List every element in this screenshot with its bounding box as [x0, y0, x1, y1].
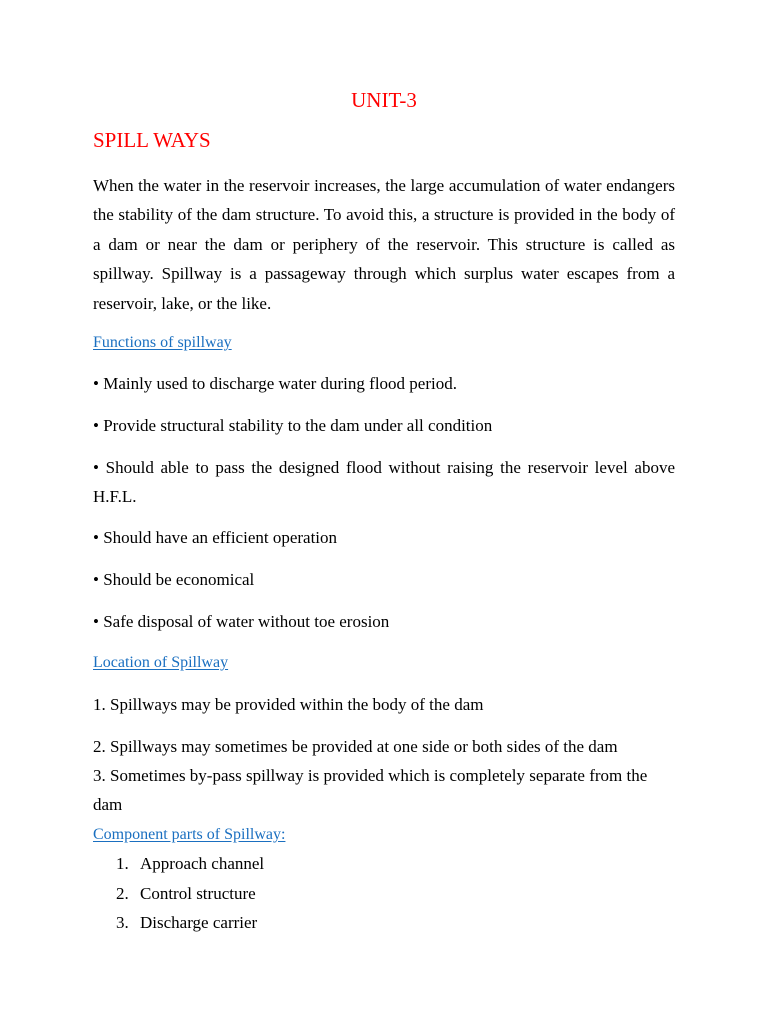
component-label: Approach channel [140, 854, 265, 873]
component-label: Discharge carrier [140, 913, 258, 932]
intro-paragraph: When the water in the reservoir increases, the large accumulation of water endangers the stability of the dam structure. To avoid this, a structure is provided in the body of a dam or near the dam or periphery of the reservoir. This structure is called as spillway. Spillway is a passageway through which surplus water escapes from a reservoir, lake, or the like. [93, 176, 675, 313]
function-item: • Should be economical [93, 570, 255, 589]
function-item: • Should able to pass the designed flood without raising the reservoir level above H.F.L. [93, 458, 675, 507]
functions-heading: Functions of spillway [93, 334, 232, 351]
location-item: 2. Spillways may sometimes be provided at one side or both sides of the dam [93, 737, 618, 756]
component-number: 2. [116, 884, 129, 903]
section-title: SPILL WAYS [93, 128, 211, 152]
component-item [116, 883, 256, 905]
function-item: • Mainly used to discharge water during flood period. [93, 374, 457, 393]
component-number: 3. [116, 913, 129, 932]
unit-title: UNIT-3 [351, 88, 417, 112]
component-item [116, 853, 264, 875]
function-item: • Should have an efficient operation [93, 528, 338, 547]
function-item: • Provide structural stability to the dam under all condition [93, 416, 493, 435]
component-number: 1. [116, 854, 129, 873]
component-item [116, 912, 257, 934]
component-label: Control structure [140, 884, 256, 903]
function-item: • Safe disposal of water without toe erosion [93, 612, 390, 631]
components-heading: Component parts of Spillway: [93, 826, 286, 843]
location-item: 3. Sometimes by-pass spillway is provided which is completely separate from the dam [93, 766, 648, 815]
location-item: 1. Spillways may be provided within the body of the dam [93, 695, 484, 714]
location-heading: Location of Spillway [93, 654, 229, 671]
